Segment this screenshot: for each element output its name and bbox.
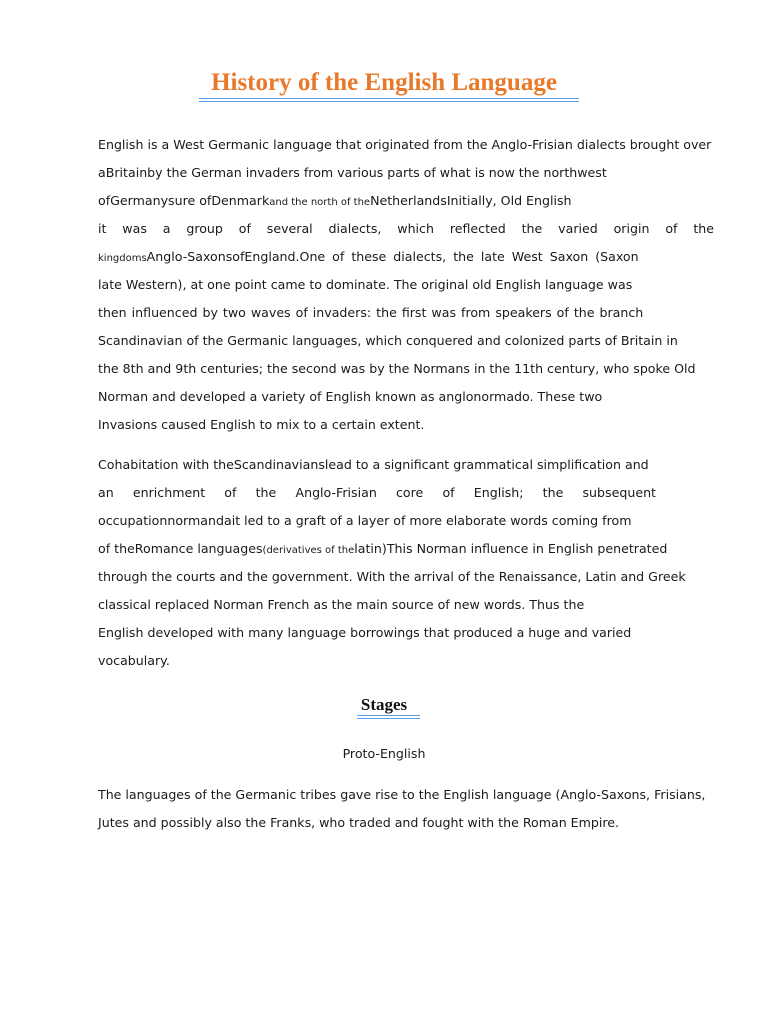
text-run: of theRomance languages	[98, 541, 263, 556]
paragraph-2-line-5: through the courts and the government. With the arrival of the Renaissance, Latin and Greek	[98, 569, 686, 584]
paragraph-2-line-3: occupationnormandait led to a graft of a layer of more elaborate words coming from	[98, 513, 632, 528]
paragraph-3-line-2: Jutes and possibly also the Franks, who traded and fought with the Roman Empire.	[98, 815, 620, 830]
text-run-small: kingdoms	[98, 253, 147, 264]
paragraph-1-line-5	[98, 247, 676, 269]
text-run-small: (derivatives of the	[262, 545, 355, 556]
text-run: ofGermanysure ofDenmark	[98, 193, 270, 208]
paragraph-2-line-6: classical replaced Norman French as the main source of new words. Thus the	[98, 597, 585, 612]
paragraph-2-line-1: Cohabitation with theScandinavianslead to a significant grammatical simplification and	[98, 457, 649, 472]
page-title: History of the English Language	[211, 69, 557, 96]
paragraph-2-line-2: an enrichment of the Anglo-Frisian core of English; the subsequent	[98, 485, 656, 500]
text-run-small: and the north of the	[269, 197, 371, 208]
heading-underline-2	[357, 718, 420, 719]
title-underline	[199, 98, 579, 99]
paragraph-1-line-1: English is a West Germanic language that originated from the Anglo-Frisian dialects brought over	[98, 137, 712, 152]
title-underline-2	[199, 101, 579, 102]
section-heading: Stages	[360, 695, 408, 714]
paragraph-1-line-7: then influenced by two waves of invaders: the first was from speakers of the branch	[98, 305, 644, 320]
text-run: NetherlandsInitially, Old English	[370, 193, 572, 208]
paragraph-2-line-8: vocabulary.	[98, 653, 170, 668]
heading-underline	[357, 715, 420, 716]
paragraph-1-line-2: aBritainby the German invaders from various parts of what is now the northwest	[98, 165, 607, 180]
paragraph-2-line-7: English developed with many language borrowings that produced a huge and varied	[98, 625, 632, 640]
paragraph-3-line-1: The languages of the Germanic tribes gave rise to the English language (Anglo-Saxons, Frisians,	[98, 787, 706, 802]
paragraph-1-line-8: Scandinavian of the Germanic languages, which conquered and colonized parts of Britain in	[98, 333, 678, 348]
text-run: Anglo-SaxonsofEngland.One of these dialects, the late West Saxon (Saxon	[146, 249, 639, 264]
paragraph-1-line-4: it was a group of several dialects, which reflected the varied origin of the	[98, 221, 714, 236]
paragraph-1-line-10: Norman and developed a variety of English known as anglonormado. These two	[98, 389, 603, 404]
paragraph-1-line-11: Invasions caused English to mix to a certain extent.	[98, 417, 425, 432]
subheading: Proto-English	[342, 746, 426, 761]
paragraph-2-line-4	[98, 539, 714, 561]
paragraph-1-line-6: late Western), at one point came to dominate. The original old English language was	[98, 277, 633, 292]
text-run: latin)This Norman influence in English penetrated	[354, 541, 668, 556]
paragraph-1-line-3	[98, 191, 714, 213]
paragraph-1-line-9: the 8th and 9th centuries; the second was by the Normans in the 11th century, who spoke Old	[98, 361, 696, 376]
